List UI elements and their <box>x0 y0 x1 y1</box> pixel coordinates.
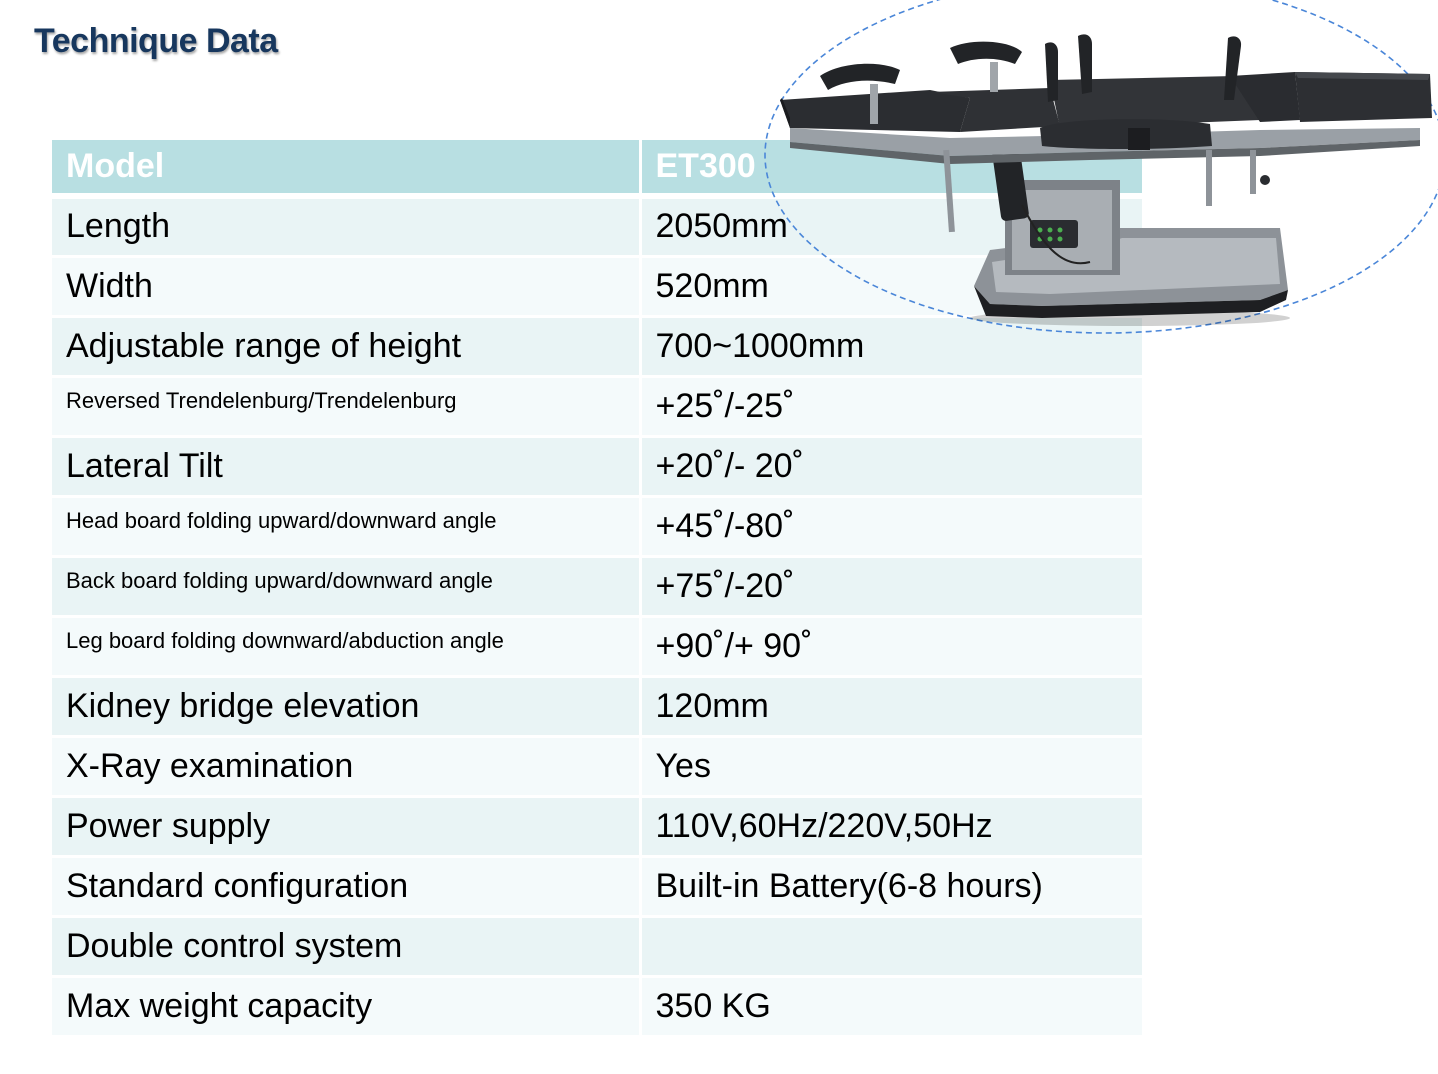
row-label: Back board folding upward/downward angle <box>52 556 640 616</box>
table-row <box>52 676 1142 736</box>
row-value: 2050mm <box>640 196 1142 256</box>
row-label: Lateral Tilt <box>52 436 640 496</box>
row-value: +25˚/-25˚ <box>640 376 1142 436</box>
header-label: Model <box>52 140 640 196</box>
row-value: Built-in Battery(6-8 hours) <box>640 856 1142 916</box>
page-title: Technique Data <box>34 22 278 60</box>
row-value: 700~1000mm <box>640 316 1142 376</box>
row-value: +20˚/- 20˚ <box>640 436 1142 496</box>
row-label: X-Ray examination <box>52 736 640 796</box>
row-label: Reversed Trendelenburg/Trendelenburg <box>52 376 640 436</box>
row-value: +75˚/-20˚ <box>640 556 1142 616</box>
row-label: Head board folding upward/downward angle <box>52 496 640 556</box>
row-value <box>640 916 1142 976</box>
row-label: Leg board folding downward/abduction angle <box>52 616 640 676</box>
row-label: Double control system <box>52 916 640 976</box>
table-row <box>52 376 1142 436</box>
row-label: Width <box>52 256 640 316</box>
table-row <box>52 436 1142 496</box>
row-value: 350 KG <box>640 976 1142 1036</box>
table-row <box>52 976 1142 1036</box>
table-row <box>52 856 1142 916</box>
operating-table-icon <box>760 0 1438 335</box>
table-row <box>52 736 1142 796</box>
table-row <box>52 916 1142 976</box>
table-row <box>52 616 1142 676</box>
row-value: 520mm <box>640 256 1142 316</box>
row-label: Length <box>52 196 640 256</box>
header-value: ET300 <box>640 140 1142 196</box>
row-value: 120mm <box>640 676 1142 736</box>
table-row <box>52 796 1142 856</box>
row-value: +90˚/+ 90˚ <box>640 616 1142 676</box>
row-label: Kidney bridge elevation <box>52 676 640 736</box>
table-row <box>52 556 1142 616</box>
row-value: 110V,60Hz/220V,50Hz <box>640 796 1142 856</box>
row-label: Adjustable range of height <box>52 316 640 376</box>
table-row <box>52 496 1142 556</box>
row-value: Yes <box>640 736 1142 796</box>
row-label: Standard configuration <box>52 856 640 916</box>
row-value: +45˚/-80˚ <box>640 496 1142 556</box>
row-label: Power supply <box>52 796 640 856</box>
row-label: Max weight capacity <box>52 976 640 1036</box>
